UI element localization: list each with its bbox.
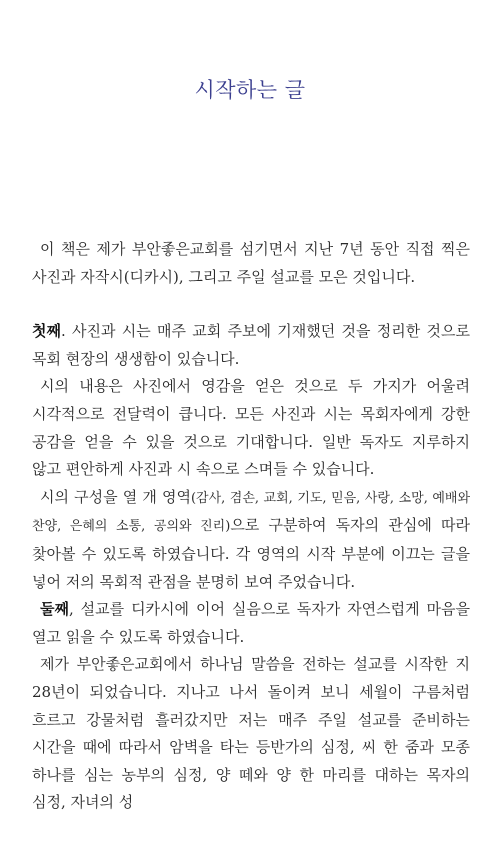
first-point-text: . 사진과 시는 매주 교회 주보에 기재했던 것을 정리한 것으로 목회 현장의 생생함이 있습니다. <box>32 322 470 368</box>
second-point-text: , 설교를 디카시에 이어 실음으로 독자가 자연스럽게 마음을 열고 읽을 수 있도록 하였습니다. <box>32 600 470 646</box>
poem-structure-text-start: 시의 구성을 열 개 영역 <box>40 487 191 506</box>
poem-structure-text-end: 으로 구분하여 독자의 관심에 따라 찾아볼 수 있도록 하였습니다. 각 영역의 시작 부분에 이끄는 글을 넣어 저의 목회적 관점을 분명히 보여 주었습니다. <box>32 516 470 591</box>
poem-areas-list: (감사, 겸손, 교회, 기도, 믿음, 사랑, 소망, 예배와 찬양, 은혜의 소통, 공의와 진리) <box>32 490 471 535</box>
sermon-history-paragraph: 제가 부안좋은교회에서 하나님 말씀을 전하는 설교를 시작한 지 28년이 되었습니다. 지나고 나서 돌이켜 보니 세월이 구름처럼 흐르고 강물처럼 흘러갔지만 저는 매주 주일 설교를 준비하는 시간을 때에 따라서 암벽을 타는 등반가의 심정, 씨 한 줌과 모종 하나를 심는 농부의 심정, 양 떼와 양 한 마리를 대하는 목자의 심정, 자녀의 성 <box>32 655 470 812</box>
poem-structure-paragraph <box>32 484 470 596</box>
intro-paragraph: 이 책은 제가 부안좋은교회를 섬기면서 지난 7년 동안 직접 찍은 사진과 자작시(디카시), 그리고 주일 설교를 모은 것입니다. <box>32 240 470 286</box>
poem-content-paragraph: 시의 내용은 사진에서 영감을 얻은 것으로 두 가지가 어울려 시각적으로 전달력이 큽니다. 모든 사진과 시는 목회자에게 강한 공감을 얻을 수 있을 것으로 기대합니다. 일반 독자도 지루하지 않고 편안하게 사진과 시 속으로 스며들 수 있습니다. <box>32 377 470 479</box>
second-point-label: 둘째 <box>40 600 69 619</box>
second-point-paragraph <box>32 596 470 651</box>
page-title: 시작하는 글 <box>194 78 306 102</box>
first-point-paragraph <box>32 318 470 373</box>
body-text <box>32 236 470 817</box>
first-point-label: 첫째 <box>32 322 61 341</box>
